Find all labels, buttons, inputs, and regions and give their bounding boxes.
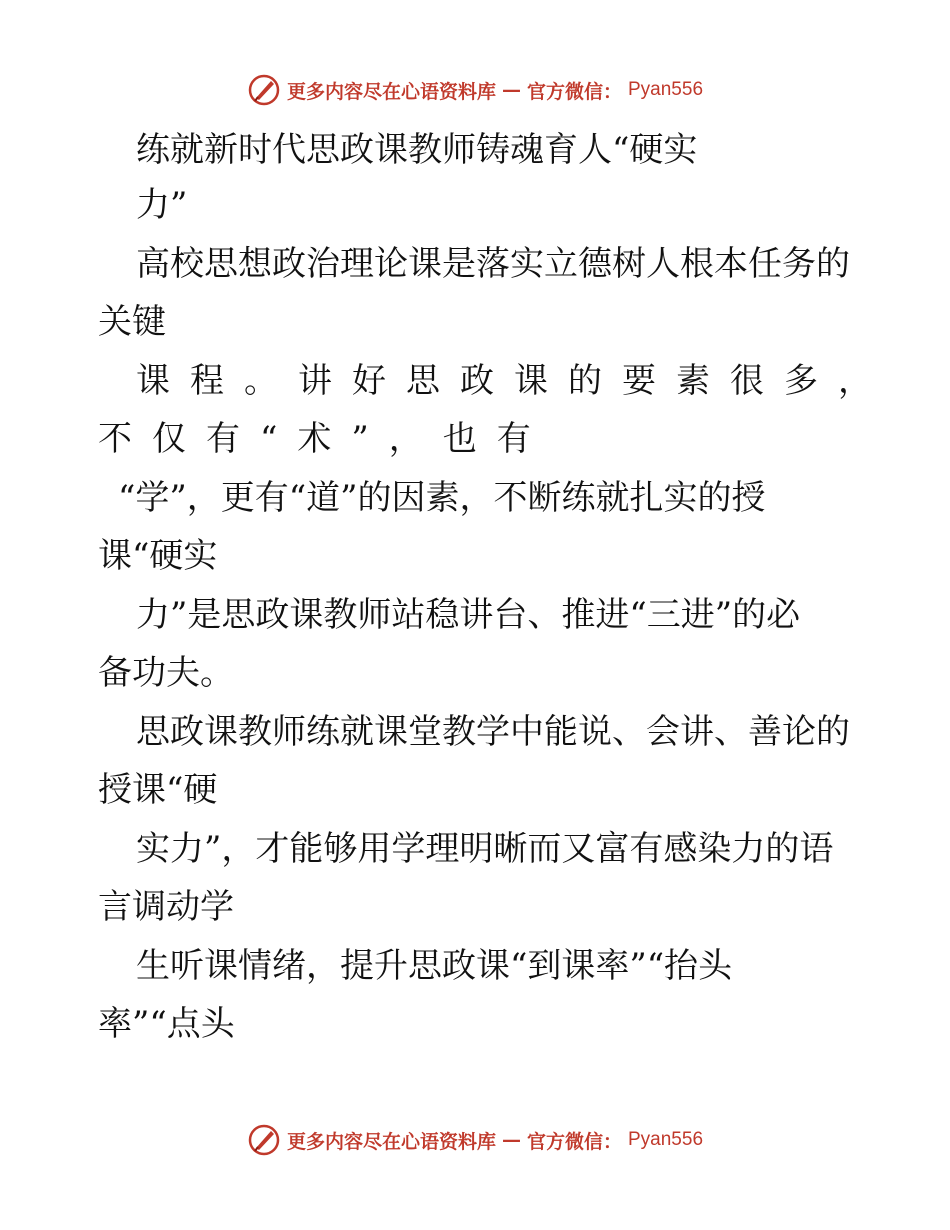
banner-wechat-id: Pyan556: [628, 79, 704, 100]
text-line: 率”“点头: [98, 1004, 235, 1044]
text-line: 课“硬实: [98, 536, 218, 576]
banner-brand-text: 更多内容尽在心语资料库: [286, 1130, 496, 1153]
text-line: 生听课情绪，提升思政课“到课率”“抬头: [136, 946, 733, 986]
quill-pen-logo-icon: [247, 1123, 281, 1157]
banner-wechat-id: Pyan556: [628, 1129, 704, 1150]
banner-wechat-label: 官方微信：: [526, 1130, 622, 1153]
text-line: 练就新时代思政课教师铸魂育人“硬实: [136, 130, 698, 170]
text-line: 力”是思政课教师站稳讲台、推进“三进”的必: [136, 595, 801, 635]
banner-wechat-label: 官方微信：: [526, 80, 622, 103]
quill-pen-logo-icon: [247, 73, 281, 107]
footer-banner: [0, 1120, 950, 1160]
text-line: 实力”，才能够用学理明晰而又富有感染力的语: [136, 829, 834, 869]
text-line: 高校思想政治理论课是落实立德树人根本任务的: [136, 244, 850, 284]
text-line: 言调动学: [98, 887, 234, 927]
banner-separator: —: [501, 1129, 521, 1151]
text-line: 课程。讲好思政课的要素很多，: [136, 361, 892, 401]
header-banner: [0, 70, 950, 110]
text-line: 不仅有“术”，也有: [98, 419, 551, 459]
banner-brand-text: 更多内容尽在心语资料库: [286, 80, 496, 103]
text-line: 授课“硬: [98, 770, 218, 810]
text-line: 关键: [98, 302, 166, 342]
text-line: 力”: [136, 185, 188, 225]
text-line: 思政课教师练就课堂教学中能说、会讲、善论的: [136, 712, 850, 752]
banner-separator: —: [501, 79, 521, 101]
text-line: “学”，更有“道”的因素，不断练就扎实的授: [118, 478, 766, 518]
text-line: 备功夫。: [98, 653, 234, 693]
